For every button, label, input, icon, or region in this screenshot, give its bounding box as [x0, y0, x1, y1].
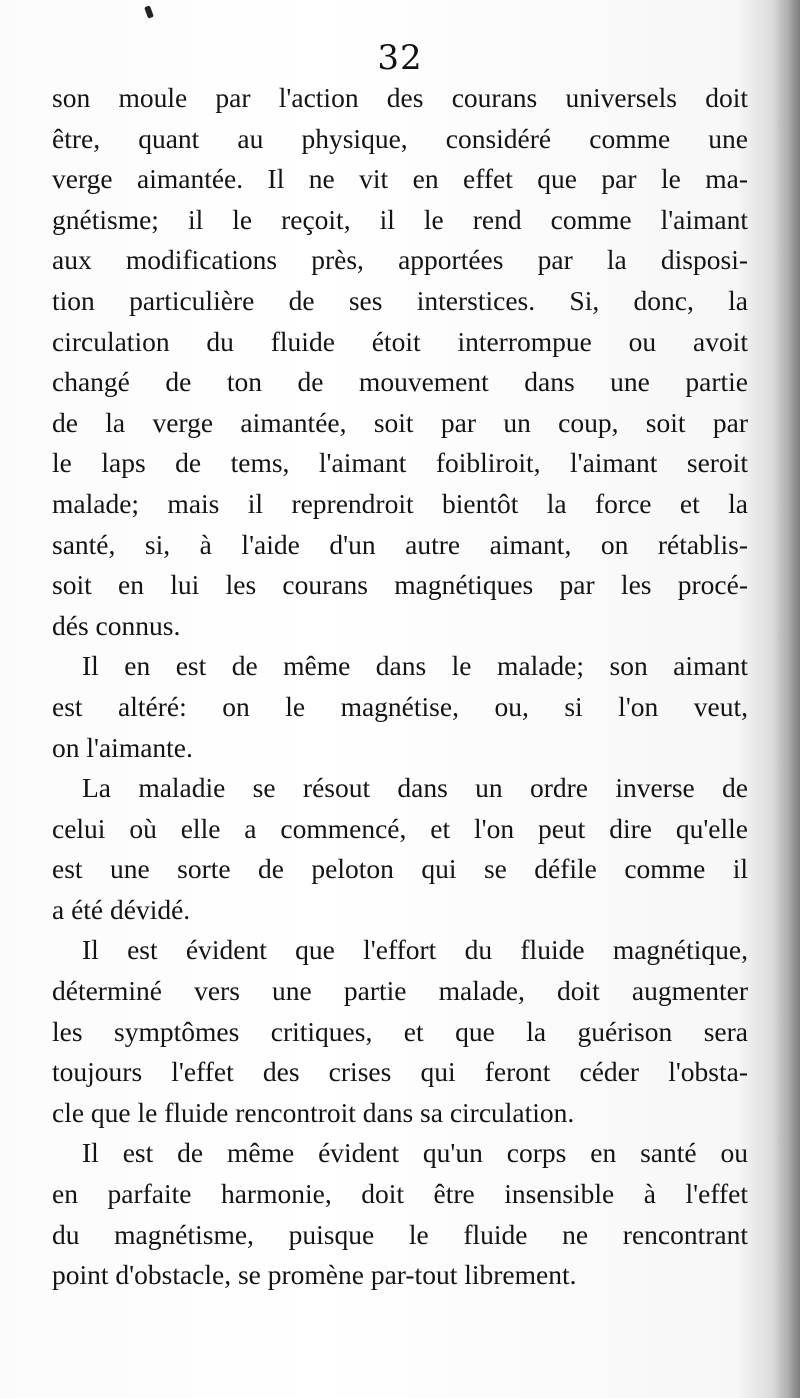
paragraph	[52, 930, 748, 1133]
text-line: de la verge aimantée, soit par un coup, soit par	[52, 406, 748, 438]
text-line: dés connus.	[52, 609, 181, 641]
text-line: gnétisme; il le reçoit, il le rend comme l'aimant	[52, 203, 748, 235]
text-line: point d'obstacle, se promène par-tout librement.	[52, 1259, 577, 1291]
page-number: 32	[377, 38, 423, 78]
text-line: aux modifications près, apportées par la disposi-	[52, 244, 748, 276]
text-line: les symptômes critiques, et que la guérison sera	[52, 1015, 748, 1047]
text-line: le laps de tems, l'aimant foibliroit, l'aimant seroit	[52, 447, 748, 479]
text-line: soit en lui les courans magnétiques par les procé-	[52, 569, 748, 601]
text-line: tion particulière de ses interstices. Si, donc, la	[52, 284, 748, 316]
text-line: celui où elle a commencé, et l'on peut dire qu'elle	[52, 812, 748, 844]
text-line: changé de ton de mouvement dans une partie	[52, 366, 748, 398]
text-line: verge aimantée. Il ne vit en effet que par le ma-	[52, 163, 748, 195]
text-line: Il est évident que l'effort du fluide magnétique,	[82, 934, 748, 966]
text-line: Il est de même évident qu'un corps en santé ou	[82, 1137, 748, 1169]
text-line: en parfaite harmonie, doit être insensible à l'effet	[52, 1178, 748, 1210]
text-line: son moule par l'action des courans universels doit	[52, 82, 748, 113]
page-body-text	[52, 78, 748, 1296]
paragraph	[52, 646, 748, 768]
paragraph	[52, 1133, 748, 1295]
text-line: La maladie se résout dans un ordre inverse de	[82, 772, 748, 804]
text-line: circulation du fluide étoit interrompue ou avoit	[52, 325, 748, 357]
text-line: Il en est de même dans le malade; son aimant	[82, 650, 748, 682]
text-line: on l'aimante.	[52, 731, 193, 763]
text-line: cle que le fluide rencontroit dans sa circulation.	[52, 1096, 575, 1128]
ink-speck	[144, 5, 154, 18]
text-line: est une sorte de peloton qui se défile comme il	[52, 853, 748, 885]
text-line: malade; mais il reprendroit bientôt la force et la	[52, 487, 748, 519]
paragraph	[52, 768, 748, 930]
page-edge-shadow	[772, 0, 800, 1398]
paragraph	[52, 78, 748, 646]
text-line: toujours l'effet des crises qui feront céder l'obsta-	[52, 1056, 748, 1088]
text-line: est altéré: on le magnétise, ou, si l'on veut,	[52, 690, 748, 722]
text-line: du magnétisme, puisque le fluide ne rencontrant	[52, 1218, 748, 1250]
text-line: être, quant au physique, considéré comme une	[52, 122, 748, 154]
text-line: a été dévidé.	[52, 893, 191, 925]
text-line: déterminé vers une partie malade, doit augmenter	[52, 975, 748, 1007]
text-line: santé, si, à l'aide d'un autre aimant, on rétablis-	[52, 528, 748, 560]
